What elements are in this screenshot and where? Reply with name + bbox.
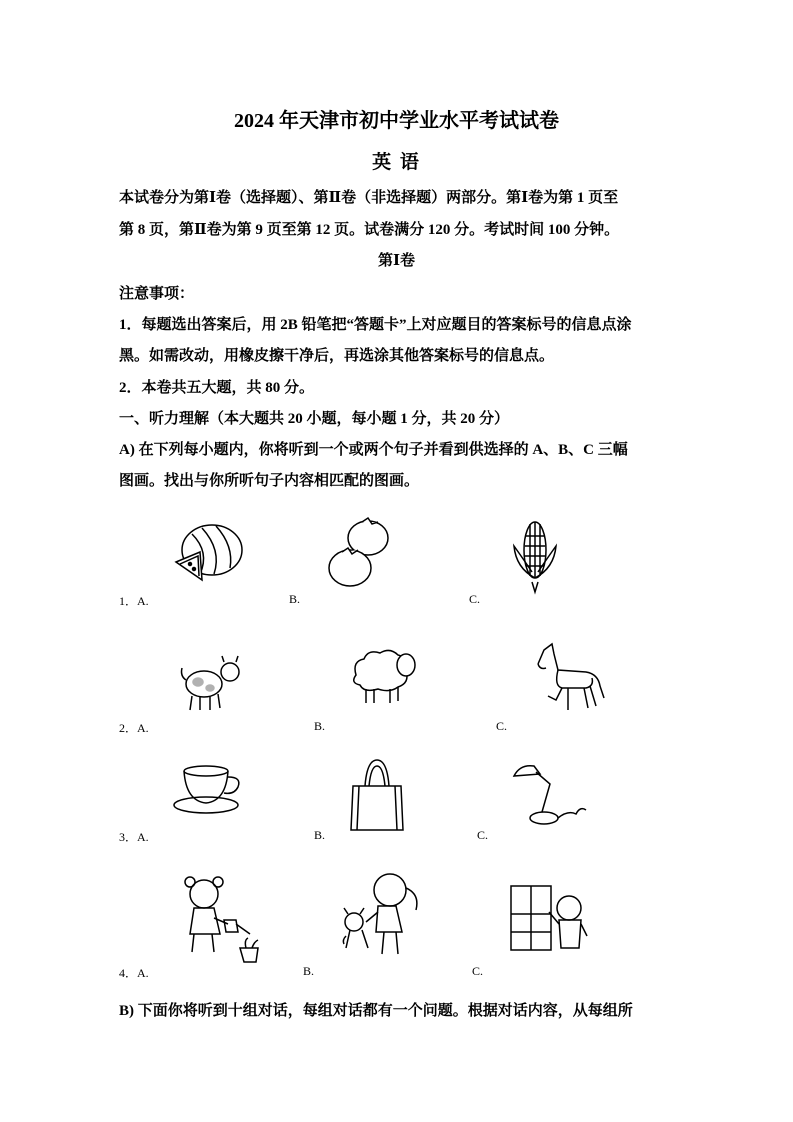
intro-line-2: 第 8 页，第Ⅱ卷为第 9 页至第 12 页。试卷满分 120 分。考试时间 100 分钟。 xyxy=(119,222,620,238)
sheep-icon xyxy=(346,645,422,707)
subject-title: 英 语 xyxy=(372,152,421,173)
notes-heading: 注意事项： xyxy=(119,286,195,302)
q4-option-a-label: 4．A. xyxy=(119,966,149,980)
q3-option-a-label: 3．A. xyxy=(119,830,149,844)
intro-text-1: 本试卷分为第Ⅰ卷（选择题）、第Ⅱ卷（非选择题）两部分。第Ⅰ卷为第 1 页至 xyxy=(119,190,619,206)
part-a-line-1: A) 在下列每小题内，你将听到一个或两个句子并看到供选择的 A、B、C 三幅 xyxy=(119,442,628,458)
lamp-icon xyxy=(510,762,588,828)
notes-item-1-line-1: 1．每题选出答案后，用 2B 铅笔把“答题卡”上对应题目的答案标号的信息点涂 xyxy=(119,317,632,333)
section-1-heading: 一、听力理解（本大题共 20 小题，每小题 1 分，共 20 分） xyxy=(119,411,510,427)
q3-option-c-label: C. xyxy=(477,828,489,842)
part-b-text: B) 下面你将听到十组对话，每组对话都有一个问题。根据对话内容，从每组所 xyxy=(119,1003,633,1019)
cow-icon xyxy=(176,652,244,714)
q1-option-b-label: B. xyxy=(289,592,301,606)
q4-option-c-label: C. xyxy=(472,964,484,978)
q2-option-a-label: 2．A. xyxy=(119,721,149,735)
watermelon-icon xyxy=(170,522,245,582)
cup-icon xyxy=(172,765,248,815)
tomato-icon xyxy=(326,514,392,590)
q4-option-b-label: B. xyxy=(303,964,315,978)
part-a-line-2: 图画。找出与你所听句子内容相匹配的图画。 xyxy=(119,473,420,489)
bag-icon xyxy=(349,756,405,832)
corn-icon xyxy=(510,516,560,594)
intro-line-1 xyxy=(119,186,679,207)
girl-with-dog-icon xyxy=(340,870,430,958)
q2-option-c-label: C. xyxy=(496,719,508,733)
volume-title: 第Ⅰ卷 xyxy=(377,253,416,269)
q3-option-b-label: B. xyxy=(314,828,326,842)
page-title: 2024 年天津市初中学业水平考试试卷 xyxy=(234,110,559,132)
notes-item-2: 2．本卷共五大题，共 80 分。 xyxy=(119,380,315,396)
horse-icon xyxy=(528,640,608,716)
girl-watering-icon xyxy=(178,872,264,966)
q1-option-a-label: 1．A. xyxy=(119,594,149,608)
part-b-line-1 xyxy=(119,999,679,1020)
q1-option-c-label: C. xyxy=(469,592,481,606)
notes-item-1-line-2: 黑。如需改动，用橡皮擦干净后，再选涂其他答案标号的信息点。 xyxy=(119,348,555,364)
q2-option-b-label: B. xyxy=(314,719,326,733)
girl-cleaning-window-icon xyxy=(509,884,591,954)
